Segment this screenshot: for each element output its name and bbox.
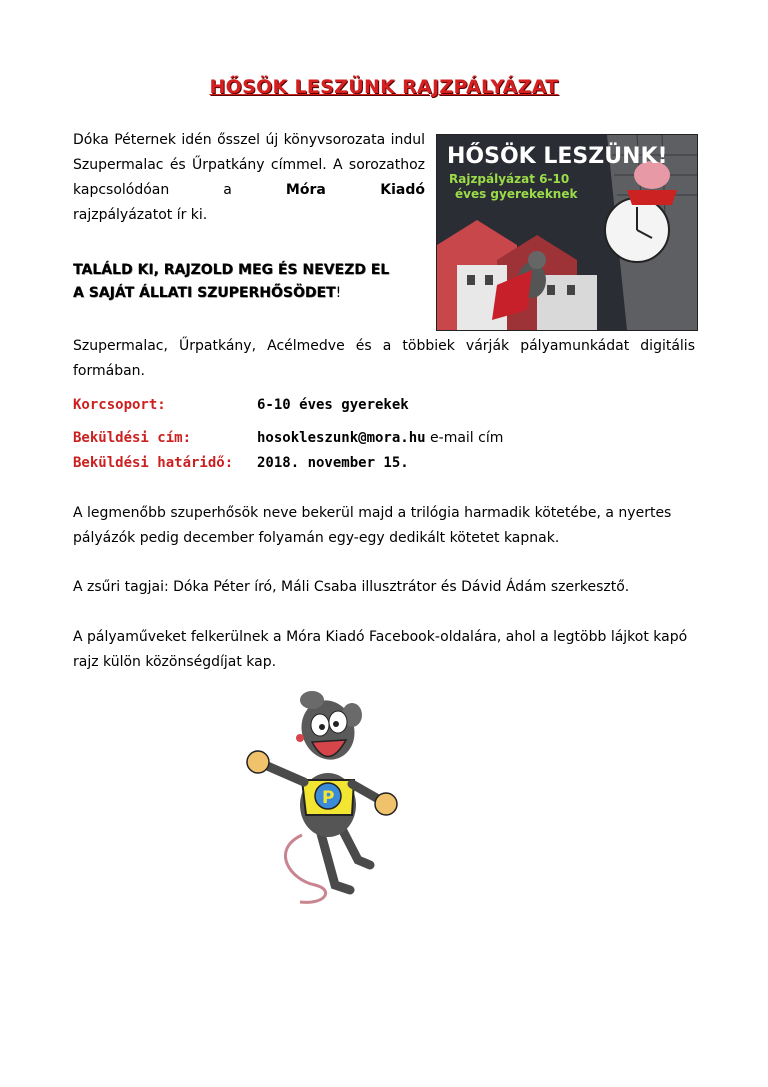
call-line-1: TALÁLD KI, RAJZOLD MEG ÉS NEVEZD EL — [73, 262, 390, 278]
paragraph-4: A pályaműveket felkerülnek a Móra Kiadó Facebook-oldalára, ahol a legtöbb lájkot kapó rajz külön közönségdíjat kap. — [73, 629, 688, 670]
book-cover-image — [436, 134, 698, 331]
paragraph-1: Szupermalac, Űrpatkány, Acélmedve és a többiek várják pályamunkádat digitális formában. — [73, 338, 695, 379]
rat-mascot-illustration — [240, 680, 400, 910]
intro-paragraph — [73, 128, 425, 228]
call-to-action — [73, 259, 433, 305]
email-address[interactable]: hosokleszunk@mora.hu — [257, 430, 426, 446]
address-suffix: e-mail cím — [425, 430, 504, 446]
cover-illustration — [437, 135, 697, 330]
page-title: HŐSÖK LESZÜNK RAJZPÁLYÁZAT — [209, 76, 559, 98]
publisher-name: Móra Kiadó — [285, 182, 425, 198]
call-punct: ! — [335, 285, 342, 301]
call-line-2: A SAJÁT ÁLLATI SZUPERHŐSÖDET — [73, 285, 336, 301]
rat-mascot-image — [240, 680, 400, 910]
cover-subtitle-1: Rajzpályázat 6-10 — [449, 172, 570, 186]
address-value-wrap — [257, 430, 503, 446]
mascot-badge: P — [322, 788, 335, 808]
paragraph-2: A legmenőbb szuperhősök neve bekerül majd a trilógia harmadik kötetébe, a nyertes pályázók pedig december folyamán egy-egy dedikált kötetet kapnak. — [73, 505, 672, 546]
address-label: Beküldési cím: — [73, 430, 192, 446]
age-value: 6-10 éves gyerekek — [257, 397, 409, 413]
paragraph-3: A zsűri tagjai: Dóka Péter író, Máli Csaba illusztrátor és Dávid Ádám szerkesztő. — [73, 579, 630, 595]
cover-title: HŐSÖK LESZÜNK! — [447, 144, 668, 169]
deadline-label: Beküldési határidő: — [73, 455, 234, 471]
age-label: Korcsoport: — [73, 397, 166, 413]
deadline-value: 2018. november 15. — [257, 455, 409, 471]
intro-text-1: Dóka Péternek idén ősszel új könyvsorozata indul Szupermalac és Űrpatkány címmel. A sorozathoz kapcsolódóan a — [73, 132, 425, 198]
cover-subtitle-2: éves gyerekeknek — [455, 187, 578, 201]
intro-text-2: rajzpályázatot ír ki. — [73, 207, 208, 223]
call-line-2-wrap — [73, 282, 433, 305]
